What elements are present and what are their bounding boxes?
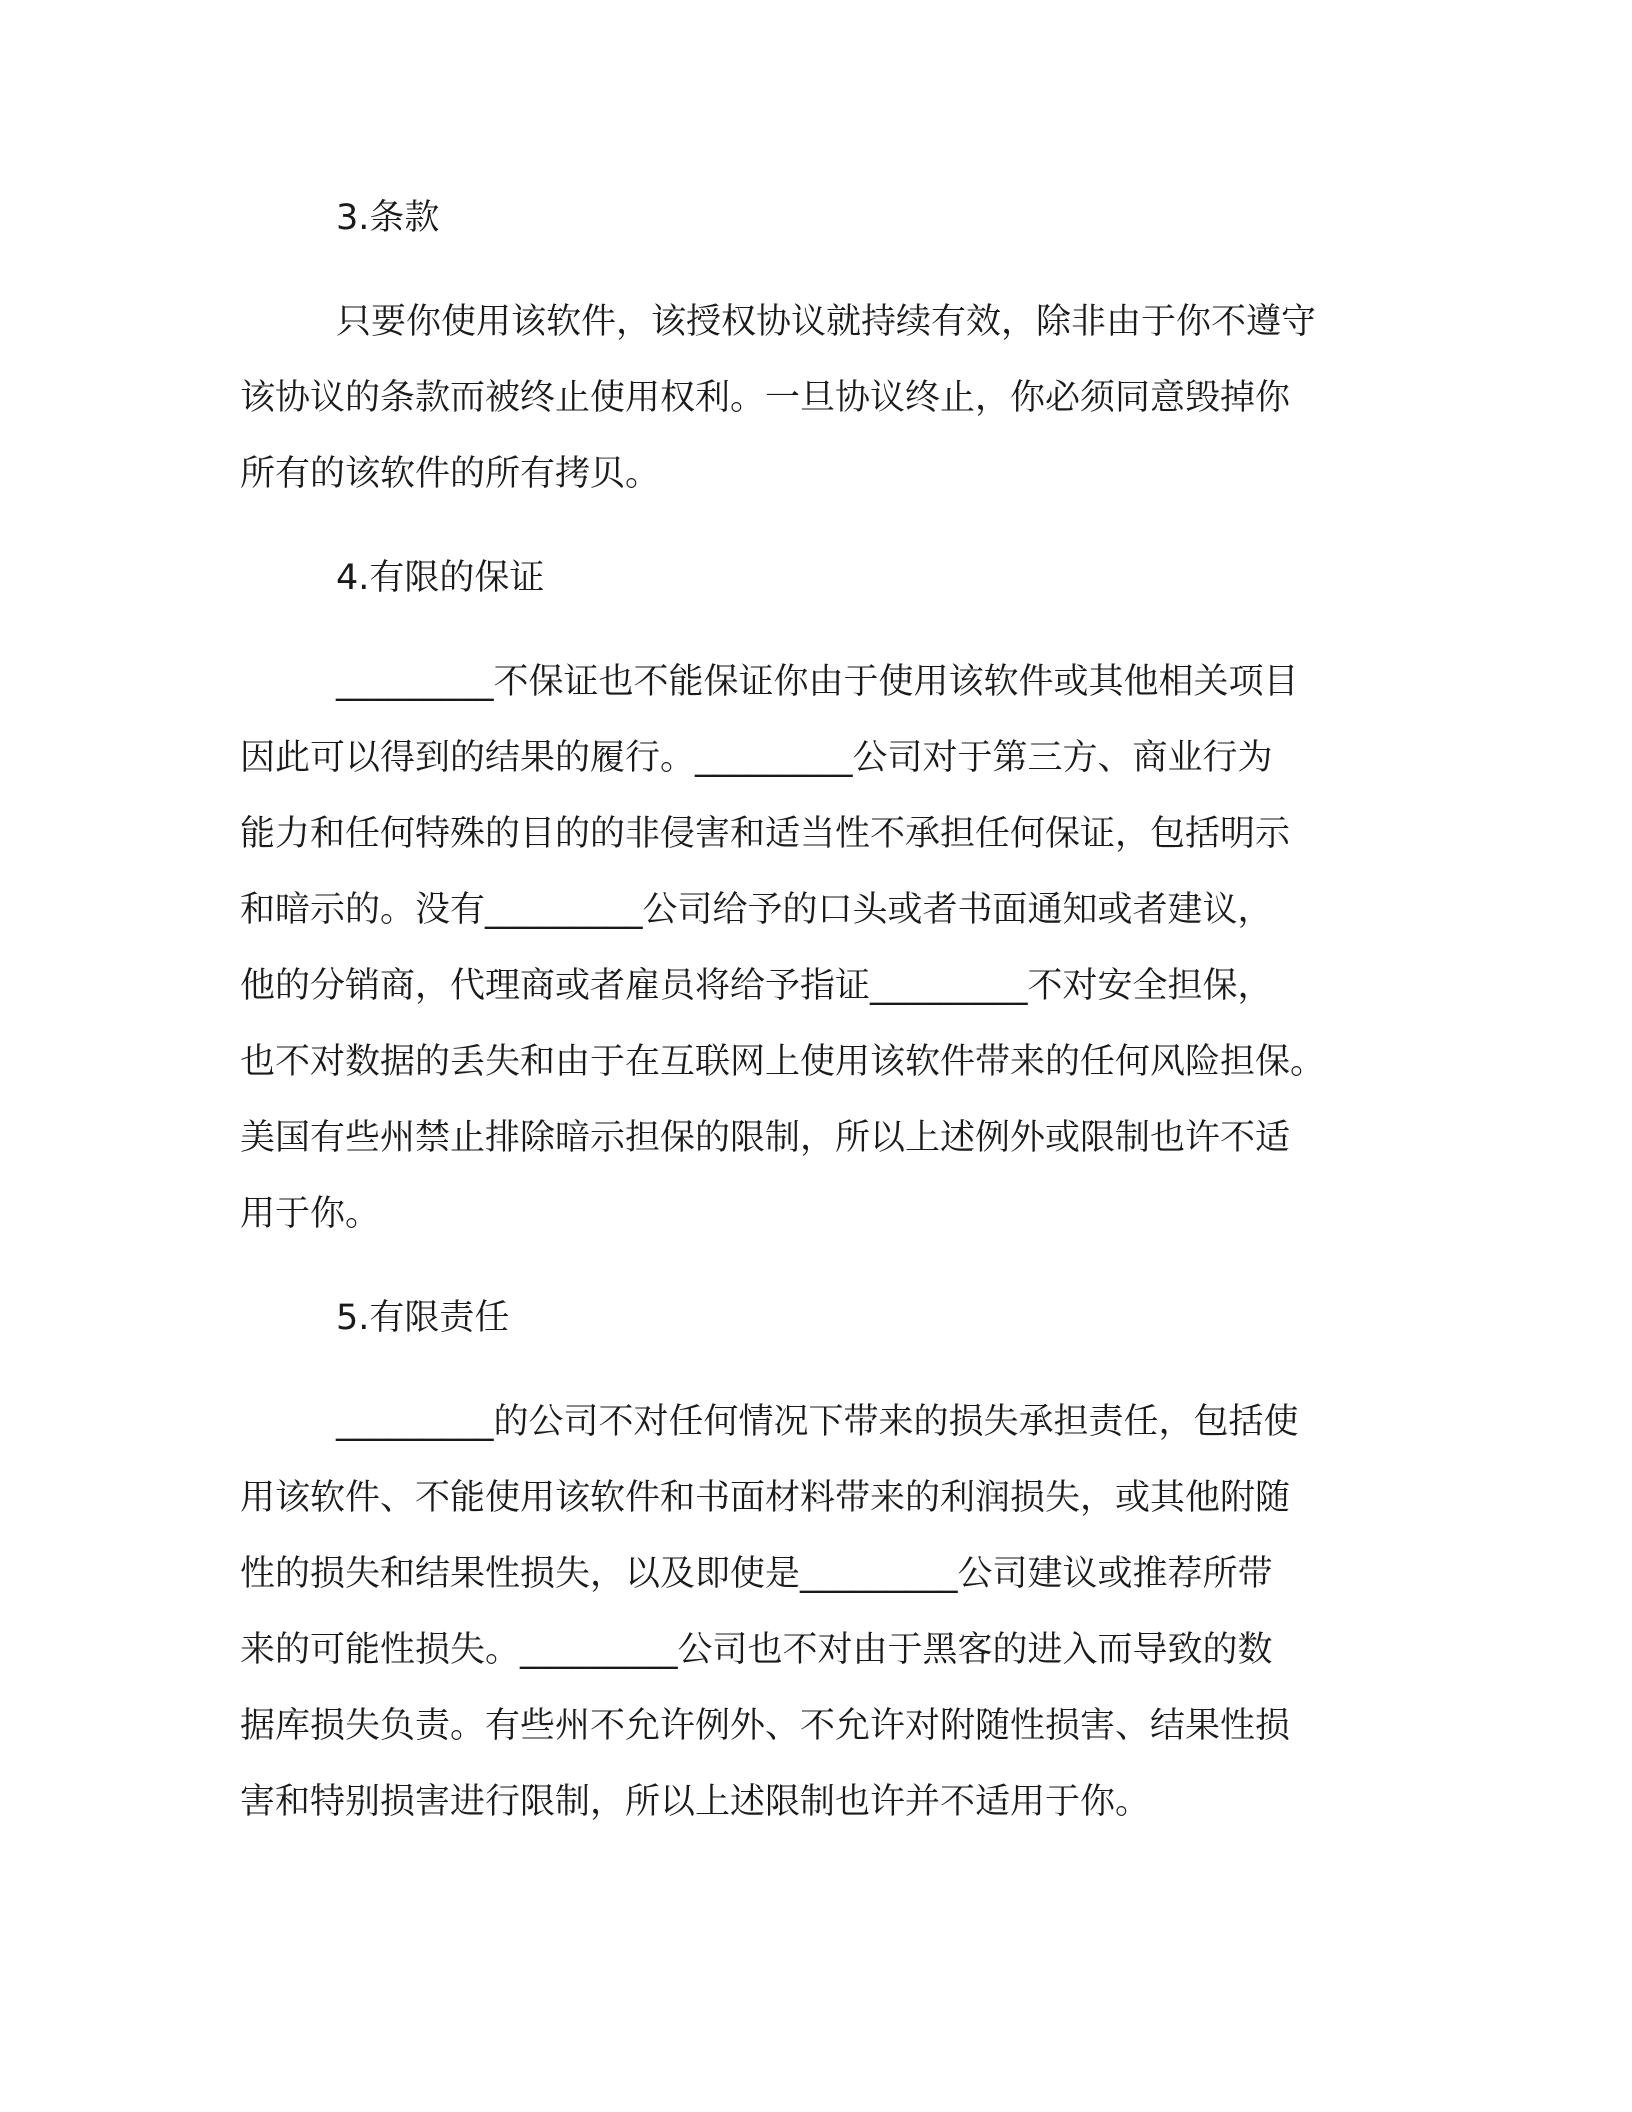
paragraph-line: 用该软件、不能使用该软件和书面材料带来的利润损失，或其他附随 [240,1478,1291,1518]
paragraph-line: 也不对数据的丢失和由于在互联网上使用该软件带来的任何风险担保。 [240,1042,1326,1082]
paragraph-line: 美国有些州禁止排除暗示担保的限制，所以上述例外或限制也许不适 [240,1118,1291,1158]
section-5-heading: 5.有限责任 [336,1298,510,1338]
section-4-paragraph [240,644,1390,1252]
paragraph-line: 和暗示的。没有_________公司给予的口头或者书面通知或者建议， [240,890,1273,930]
paragraph-line: 只要你使用该软件，该授权协议就持续有效，除非由于你不遵守 [336,302,1317,342]
paragraph-line: 他的分销商，代理商或者雇员将给予指证_________不对安全担保， [240,966,1273,1006]
paragraph-line: 所有的该软件的所有拷贝。 [240,454,661,494]
paragraph-line: 能力和任何特殊的目的的非侵害和适当性不承担任何保证，包括明示 [240,814,1291,854]
paragraph-line: 该协议的条款而被终止使用权利。一旦协议终止，你必须同意毁掉你 [240,378,1291,418]
section-4-heading: 4.有限的保证 [336,558,545,598]
paragraph-line: 性的损失和结果性损失，以及即使是_________公司建议或推荐所带 [240,1554,1273,1594]
section-5-paragraph [240,1384,1390,1840]
paragraph-line: _________不保证也不能保证你由于使用该软件或其他相关项目 [336,662,1299,702]
paragraph-line: 因此可以得到的结果的履行。_________公司对于第三方、商业行为 [240,738,1273,778]
paragraph-line: 害和特别损害进行限制，所以上述限制也许并不适用于你。 [240,1782,1151,1822]
paragraph-line: _________的公司不对任何情况下带来的损失承担责任，包括使 [336,1402,1299,1442]
section-3-paragraph [240,284,1390,512]
section-3-heading: 3.条款 [336,198,440,238]
paragraph-line: 据库损失负责。有些州不允许例外、不允许对附随性损害、结果性损 [240,1706,1291,1746]
paragraph-line: 来的可能性损失。_________公司也不对由于黑客的进入而导致的数 [240,1630,1273,1670]
document-body [240,180,1390,1840]
paragraph-line: 用于你。 [240,1194,381,1234]
